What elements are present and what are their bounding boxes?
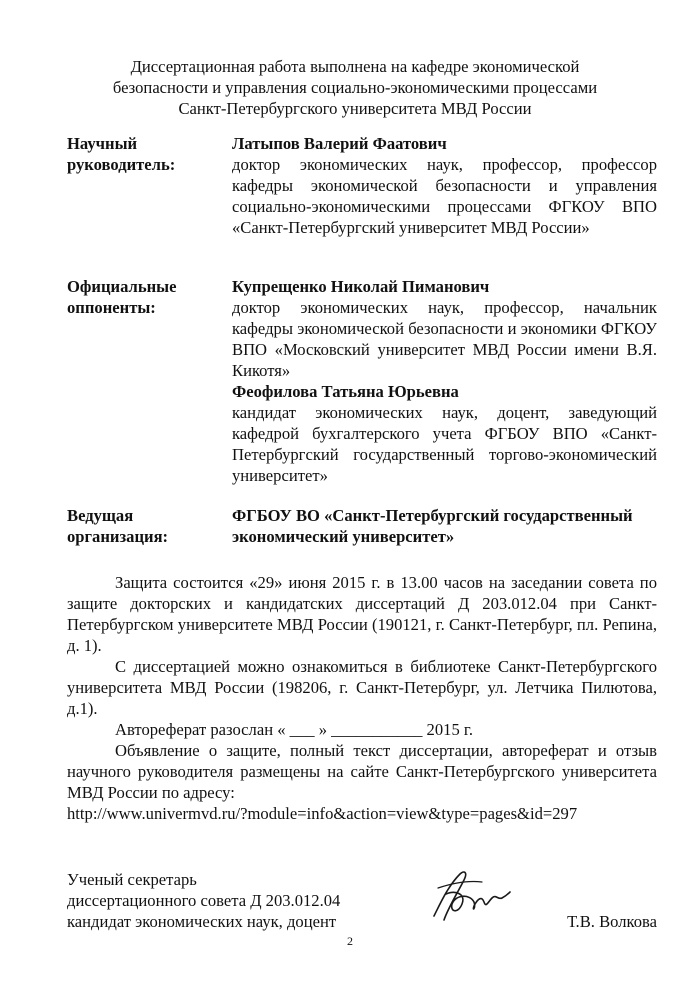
library-paragraph: С диссертацией можно ознакомиться в библиотеке Санкт-Петербургского университета МВД России (198206, г. Санкт-Петербург, ул. Летчика Пилютова, д.1). (67, 657, 657, 718)
opponents-label: Официальные оппоненты: (67, 277, 177, 317)
header-line-1: Диссертационная работа выполнена на кафедре экономической (130, 57, 580, 76)
secretary-title: Ученый секретарь (67, 870, 197, 889)
leading-organization-label: Ведущая организация: (67, 506, 169, 546)
opponent-description: кандидат экономических наук, доцент, заведующий кафедрой бухгалтерского учета ФГБОУ ВПО «Санкт-Петербургский государственный торгово-экономический университет» (232, 403, 657, 485)
abstract-sent-paragraph: Автореферат разослан « ___ » ___________ 2015 г. (115, 720, 473, 739)
header-line-2: безопасности и управления социально-экономическими процессами (112, 78, 598, 97)
supervisor-label: Научный руководитель: (67, 134, 176, 174)
leading-organization-name: ФГБОУ ВО «Санкт-Петербургский государственный экономический университет» (232, 506, 633, 546)
supervisor-name: Латыпов Валерий Фаатович (232, 134, 447, 153)
announcement-url: http://www.univermvd.ru/?module=info&action=view&type=pages&id=297 (67, 804, 578, 823)
supervisor-description: доктор экономических наук, профессор, профессор кафедры экономической безопасности и управления социально-экономическими процессами ФГКОУ ВПО «Санкт-Петербургский университет МВД России» (232, 155, 657, 237)
announcement-paragraph: Объявление о защите, полный текст диссертации, автореферат и отзыв научного руководителя размещены на сайте Санкт-Петербургского университета МВД России по адресу: (67, 741, 657, 802)
handwritten-signature (426, 864, 512, 926)
page-number: 2 (347, 934, 353, 948)
defense-paragraph: Защита состоится «29» июня 2015 г. в 13.00 часов на заседании совета по защите докторских и кандидатских диссертаций Д 203.012.04 при Санкт-Петербургском университете МВД России (190121, г. Санкт-Петербург, пл. Репина, д. 1). (67, 573, 657, 655)
defense-info (67, 572, 657, 824)
opponent-name: Феофилова Татьяна Юрьевна (232, 382, 459, 401)
secretary-council: диссертационного совета Д 203.012.04 (67, 891, 341, 910)
document-header (60, 56, 650, 119)
header-line-3: Санкт-Петербургского университета МВД России (178, 99, 532, 118)
opponent-description: доктор экономических наук, профессор, начальник кафедры экономической безопасности и экономики ФГКОУ ВПО «Московский университет МВД России имени В.Я. Кикотя» (232, 298, 657, 380)
secretary-degree: кандидат экономических наук, доцент (67, 912, 337, 931)
secretary-signature-block (67, 869, 657, 932)
opponent-name: Купрещенко Николай Пиманович (232, 277, 490, 296)
secretary-name: Т.В. Волкова (567, 912, 657, 931)
